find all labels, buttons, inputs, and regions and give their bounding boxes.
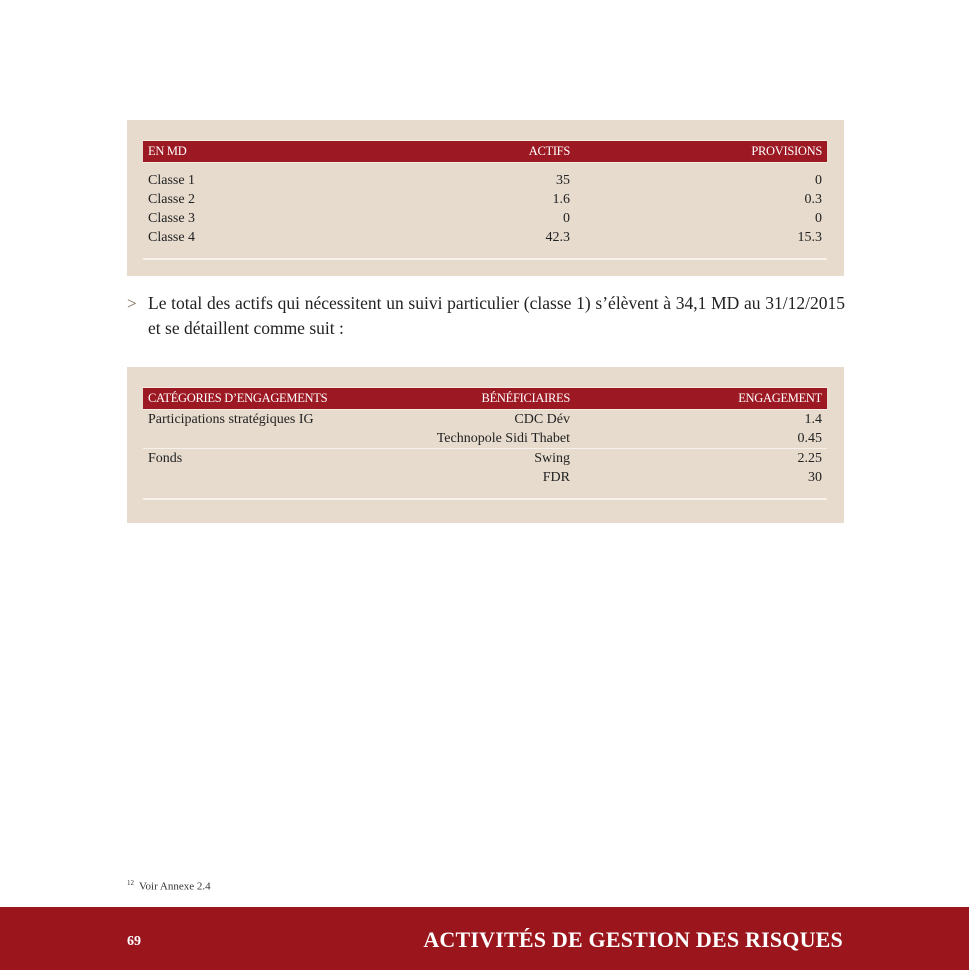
engagements-table (143, 387, 827, 500)
provisions-value: 0 (815, 210, 822, 226)
page-number: 69 (127, 934, 141, 949)
footnote-number: 12 (127, 879, 134, 887)
engagement-value: 0.45 (797, 430, 822, 446)
column-header: BÉNÉFICIAIRES (364, 388, 575, 410)
paragraph-text: Le total des actifs qui nécessitent un suivi particulier (classe 1) s’élèvent à 34,1 MD au 31/12/2015 et se détaillent comme suit : (148, 293, 845, 338)
assets-value: 0 (563, 210, 570, 226)
footnote (127, 879, 211, 893)
table-row (143, 468, 827, 487)
assets-by-class-table (143, 140, 827, 260)
beneficiary-cell: CDC Dév (514, 411, 570, 427)
column-header: PROVISIONS (575, 141, 827, 163)
bullet-marker: > (127, 294, 137, 313)
table-row (143, 429, 827, 449)
table-row (143, 228, 827, 247)
assets-by-class-panel (127, 120, 844, 276)
table-header-row (143, 141, 827, 163)
class-label: Classe 1 (148, 172, 196, 188)
category-cell (143, 429, 364, 449)
table-row (143, 190, 827, 209)
beneficiary-cell: FDR (542, 469, 570, 485)
class-label: Classe 2 (148, 191, 196, 207)
beneficiary-cell: Technopole Sidi Thabet (436, 430, 570, 446)
footnote-text: Voir Annexe 2.4 (139, 880, 211, 893)
column-header: EN MD (143, 141, 364, 163)
category-cell (143, 468, 364, 487)
assets-value: 35 (556, 172, 570, 188)
category-cell: Fonds (143, 449, 364, 469)
class-label: Classe 3 (148, 210, 196, 226)
provisions-value: 0.3 (804, 191, 822, 207)
column-header: CATÉGORIES D’ENGAGEMENTS (143, 388, 364, 410)
assets-value: 1.6 (552, 191, 570, 207)
engagements-panel (127, 367, 844, 523)
column-header: ACTIFS (364, 141, 575, 163)
beneficiary-cell: Swing (364, 449, 575, 469)
table-header-row (143, 388, 827, 410)
category-cell: Participations stratégiques IG (148, 411, 314, 427)
engagement-value: 30 (808, 469, 822, 485)
body-paragraph (127, 291, 845, 341)
engagement-value: 1.4 (804, 411, 822, 427)
table-row (143, 410, 827, 430)
class-label: Classe 4 (148, 229, 196, 245)
provisions-value: 0 (815, 172, 822, 188)
provisions-value: 15.3 (797, 229, 822, 245)
engagement-value: 2.25 (575, 449, 827, 469)
page-footer (0, 907, 969, 970)
column-header: ENGAGEMENT (575, 388, 827, 410)
table-row (143, 209, 827, 228)
assets-value: 42.3 (545, 229, 570, 245)
table-row (143, 171, 827, 190)
section-title: ACTIVITÉS DE GESTION DES RISQUES (423, 927, 843, 952)
table-row (143, 449, 827, 469)
